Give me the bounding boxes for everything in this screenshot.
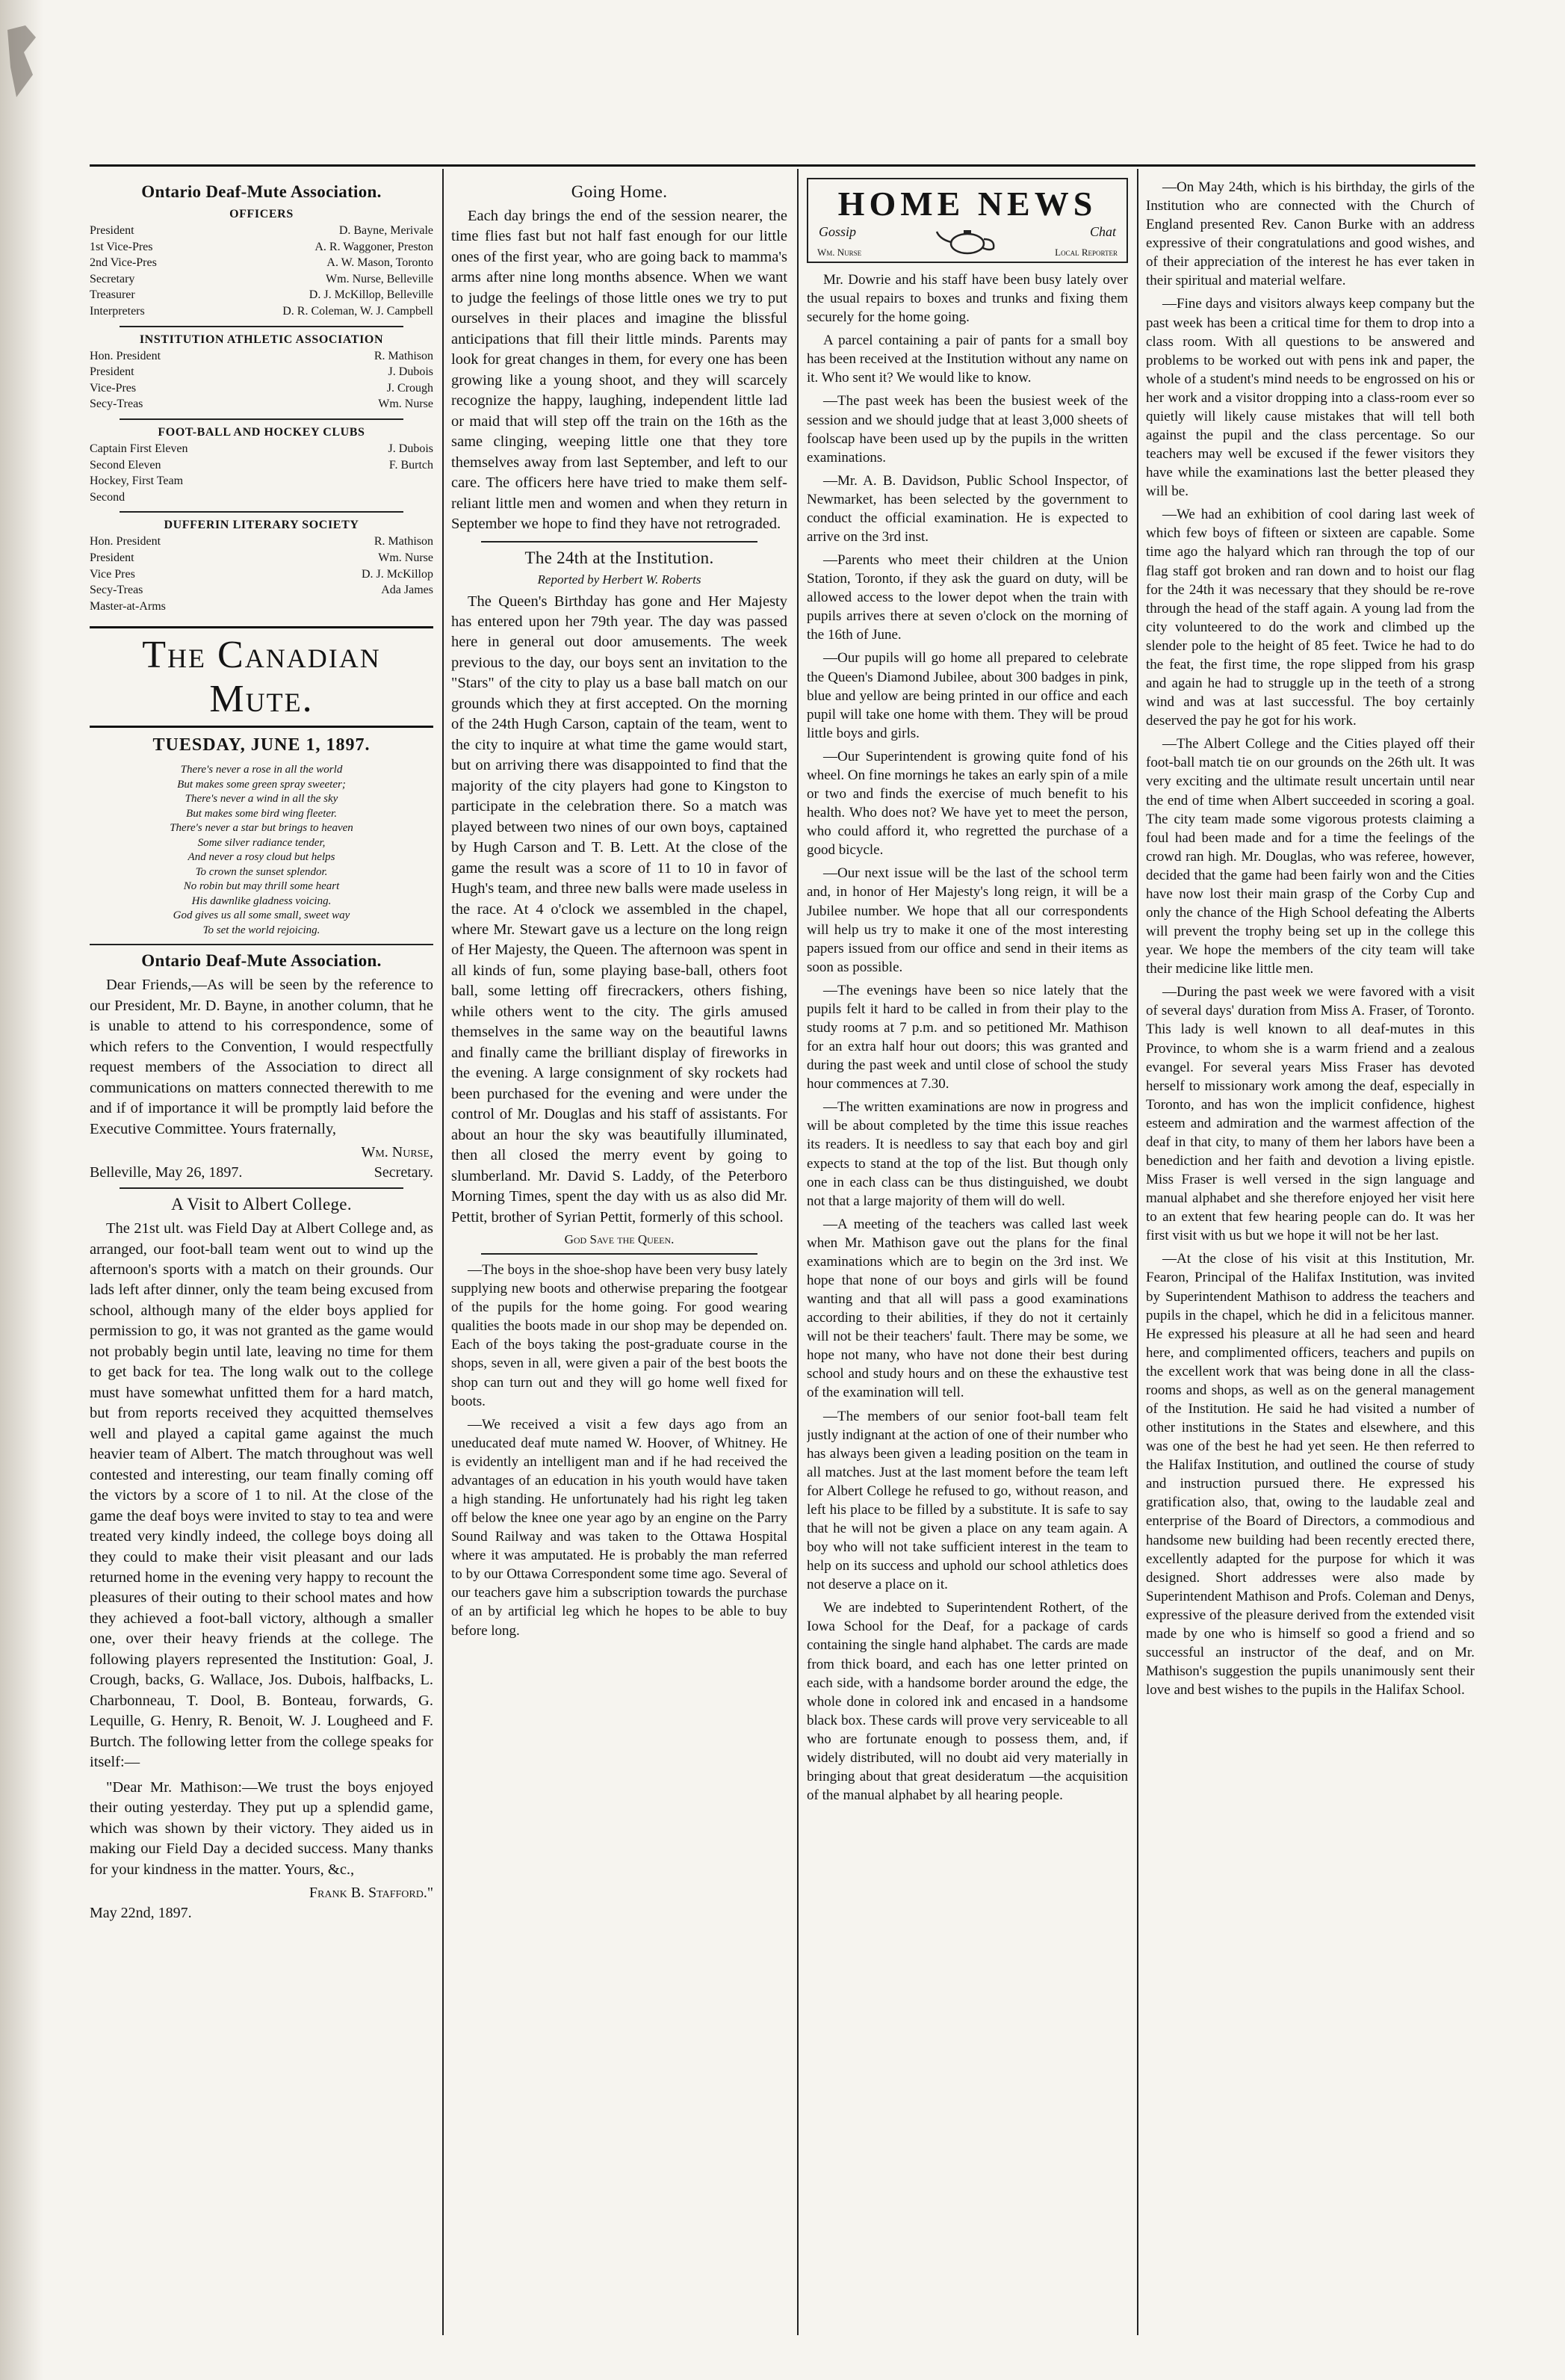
officer-name: J. Crough — [386, 381, 433, 395]
poem-line: There's never a star but brings to heaven — [170, 822, 353, 835]
officer-role: Captain First Eleven — [90, 442, 188, 455]
officer-role: Treasurer — [90, 288, 135, 302]
officer-role: President — [90, 224, 134, 237]
column-rule-2 — [797, 169, 799, 2335]
news-item: —The members of our senior foot-ball team felt justly indignant at the action of one of their number who has always been given a leading position on the team in all matches. Just at the last moment before the team left for Albert College he refused to go, without reason, and left his place to be filled by a substitute. It is safe to say that he will not be given a place on any team again. A boy who will not take sufficient interest in the team to help on its success and uphold our school athletics does not deserve a place on it. — [807, 1408, 1128, 1593]
masthead: The Canadian Mute. — [90, 626, 433, 728]
news-item: —Our Superintendent is growing quite fond of his wheel. On fine mornings he takes an early spin of a mile or two and finds the exercise of much benefit to his health. Who does not? We have yet to meet the person, who could afford it, who regretted the purchase of a good bicycle. — [807, 748, 1128, 859]
officer-role: Vice-Pres — [90, 381, 137, 395]
letter-signature: Wm. Nurse, — [361, 1144, 433, 1161]
column-4 — [1146, 178, 1475, 2350]
literary-heading: DUFFERIN LITERARY SOCIETY — [164, 519, 359, 532]
officer-row — [90, 271, 433, 288]
officers-heading: OFFICERS — [229, 208, 294, 220]
football-table — [90, 441, 433, 505]
news-item: —A meeting of the teachers was called last week when Mr. Mathison gave out the plans for the final examinations which are to begin on the 3rd inst. We hope that none of our boys and girls will be found wanting and that all will pass a good examinations according to their abilities, if they do not it certainly will not be their teachers' fault. There may be some, we hope not many, who have not done their best during school and study hours and on these the exhaustive test of the examination will tell. — [807, 1216, 1128, 1401]
reporter-label: Local Reporter — [1055, 247, 1118, 258]
officer-name: J. Dubois — [388, 365, 433, 379]
home-news-items — [807, 271, 1128, 1805]
home-news-logo — [807, 178, 1128, 263]
torn-corner-mark — [3, 22, 42, 112]
divider — [481, 541, 757, 543]
officer-row — [90, 582, 433, 599]
poem-line: And never a rosy cloud but helps — [188, 851, 335, 864]
officer-name: F. Burtch — [388, 458, 433, 472]
poem-line: God gives us all some small, sweet way — [173, 909, 350, 922]
gossip-label: Gossip — [819, 224, 857, 239]
news-item: —Our next issue will be the last of the school term and, in honor of Her Majesty's long reign, it will be a Jubilee number. We hope that all our correspondents will help us try to make it one of the most interesting papers issued from our office and send in their items as soon as possible. — [807, 865, 1128, 975]
shoe-shop-item: —The boys in the shoe-shop have been very busy lately supplying new boots and otherwise preparing the footgear of the pupils for the home going. For good wearing qualities the boots made in our shop may be depended on. Each of the boys taking the post-graduate course in the shops, seven in all, were given a pair of the best boots the shop can turn out and they will go home well fixed for boots. — [451, 1262, 787, 1409]
teapot-icon — [934, 226, 1001, 256]
officer-row — [90, 534, 433, 550]
divider — [90, 944, 433, 945]
news-item: —We had an exhibition of cool daring last week of which few boys of fifteen or sixteen are capable. Some time ago the halyard which ran through the top of our flag staff got broken and ran down and to hoist our flag for the 24th it was necessary that they should be re-rove through the head of the staff again. A young lad from the city volunteered to do the work and climbed up the slender pole to the height of 85 feet. Twice he had to do the feat, the first time, the rope slipped from his grasp and again he had to struggle up in the teeth of a strong wind and was at last successful. The boy certainly deserved the pay he got for his work. — [1146, 507, 1475, 729]
editor-label: Wm. Nurse — [817, 247, 862, 258]
divider — [120, 1187, 403, 1189]
officer-name: R. Mathison — [374, 349, 433, 362]
officer-role: President — [90, 551, 134, 564]
poem-line: Some silver radiance tender, — [197, 836, 326, 849]
news-item: —On May 24th, which is his birthday, the girls of the Institution who are connected with the Church of England presented Rev. Canon Burke with an address expressive of their congratulations and good wishes, and of their appreciation of the interest he has ever taken in their spiritual and material welfare. — [1146, 179, 1475, 289]
top-rule — [90, 164, 1475, 167]
officer-row — [90, 457, 433, 474]
day-byline: Reported by Herbert W. Roberts — [537, 572, 701, 587]
officer-name: J. Dubois — [388, 442, 433, 455]
officer-role: Hon. President — [90, 535, 161, 548]
news-item: —The evenings have been so nice lately that the pupils felt it hard to be called in from their play to the study rooms at 7 p.m. and so petitioned Mr. Mathison for an extra half hour out doors; this was granted and during the past week and until close of school the study hour commences at 7.30. — [807, 982, 1128, 1092]
poem-line: There's never a rose in all the world — [180, 764, 343, 776]
officer-role: Interpreters — [90, 304, 145, 318]
divider — [120, 418, 403, 420]
poem-line: No robin but may thrill some heart — [183, 880, 340, 893]
home-news-title: HOME NEWS — [837, 185, 1097, 223]
letter-heading: Ontario Deaf-Mute Association. — [141, 951, 382, 971]
going-home-heading: Going Home. — [571, 182, 668, 201]
day-body: The Queen's Birthday has gone and Her Majesty has entered upon her 79th year. The day was passed here in general out door amusements. The week previous to the day, our boys sent an invitation to the "Stars" of the city to play us a base ball match on our grounds which they at first accepted. On the morning of the 24th Hugh Carson, captain of the team, went to the city to inquire at what time the game would start, but on arriving there was disappointed to find that the majority of the city players had gone to Kingston to participate in the celebration there. So a match was played between two nines of our own boys, captained by Hugh Carson and T. B. Lett. At the close of the game the result was a score of 11 to 10 in favor of Hugh's team, and three new balls were made useless in the race. At 4 o'clock we assembled in the chapel, where Mr. Stewart gave us a lecture on the long reign of Her Majesty, the Queen. The afternoon was spent in all kinds of fun, some playing base-ball, others foot ball, some letting off firecrackers, others fishing, while others went to the city. The girls amused themselves in the same way on the beautiful lawns and finally came the brilliant display of fireworks in the evening. A large consignment of sky rockets had been purchased for the evening and were under the control of Mr. Douglas and his staff of assistants. For about an hour the sky was beautifully illuminated, then all closed the merry event by going to slumberland. Mr. David S. Laddy, of the Peterboro Morning Times, spent the day with us as also did Mr. Pettit, brother of Syrian Pettit, formerly of this school. — [451, 593, 787, 1225]
athletic-heading: INSTITUTION ATHLETIC ASSOCIATION — [139, 333, 384, 346]
poem-line: But makes some green spray sweeter; — [177, 778, 346, 791]
news-item: —Parents who meet their children at the Union Station, Toronto, if they ask the guard on duty, will be allowed access to the lower depot when the train with pupils arrives there at seven o'clock on the morning of the 16th of June. — [807, 552, 1128, 643]
athletic-table — [90, 348, 433, 412]
association-heading: Ontario Deaf-Mute Association. — [141, 182, 382, 201]
visit-paragraph: "Dear Mr. Mathison:—We trust the boys enjoyed their outing yesterday. They put up a splendid game, which was shown by their victory. They aided us in making our Field Day a decided success. Many thanks for your kindness in the matter. Yours, &c., — [90, 1778, 433, 1878]
page-edge-shadow — [0, 0, 43, 2380]
officer-row — [90, 473, 433, 489]
officer-row — [90, 287, 433, 303]
divider — [120, 326, 403, 327]
officer-name: A. R. Waggoner, Preston — [314, 240, 433, 253]
divider — [481, 1253, 757, 1255]
officer-role: 2nd Vice-Pres — [90, 256, 157, 270]
officer-role: Hon. President — [90, 349, 161, 362]
officer-role: Second Eleven — [90, 458, 161, 472]
officer-role: Hockey, First Team — [90, 475, 184, 488]
football-heading: FOOT-BALL AND HOCKEY CLUBS — [158, 425, 365, 439]
news-items — [1146, 178, 1475, 1699]
officer-role: Vice Pres — [90, 567, 135, 581]
officer-role: President — [90, 365, 134, 379]
officer-row — [90, 239, 433, 256]
letter-place: Belleville, May 26, 1897. — [90, 1164, 243, 1181]
letter-title: Secretary. — [374, 1164, 433, 1181]
officer-name: Wm. Nurse — [378, 551, 433, 564]
column-3 — [807, 178, 1128, 2350]
officer-row — [90, 380, 433, 397]
officer-role: 1st Vice-Pres — [90, 240, 153, 253]
news-item: Mr. Dowrie and his staff have been busy lately over the usual repairs to boxes and trunks and fixing them securely for the home going. — [807, 272, 1128, 326]
officer-name: D. Bayne, Merivale — [338, 224, 433, 237]
poem-line: There's never a wind in all the sky — [185, 793, 338, 806]
poem — [90, 763, 433, 938]
news-item: —At the close of his visit at this Institution, Mr. Fearon, Principal of the Halifax Institution, was invited by Superintendent Mathison to address the teachers and pupils in the chapel, which he did in a felicitous manner. He expressed his pleasure at all he had seen and heard here, and complimented officers, teachers and pupils on the excellent work that was being done in all the class-rooms and shops, as well as on the general management of the Institution. He said he had visited a number of other institutions in the States and elsewhere, and this was one of the best he had yet seen. He then referred to the Halifax Institution, and outlined the course of study and instruction pursued there. He expressed his gratification also, that, owing to the laudable zeal and enterprise of the Board of Directors, a commodious and handsome new building had been recently erected there, excellently adapted for the purpose for which it was designed. Short addresses were also made by Superintendent Mathison and Profs. Coleman and Denys, expressive of the pleasure derived from the extended visit made by one who is himself so good a friend and so successful an instructor of the deaf, and on Mr. Mathison's suggestion the pupils unanimously sent their love and best wishes to the pupils in the Halifax School. — [1146, 1251, 1475, 1699]
officer-row — [90, 255, 433, 271]
news-item: We are indebted to Superintendent Rothert, of the Iowa School for the Deaf, for a package of cards containing the single hand alphabet. The cards are made from thick board, and each has one letter printed on each side, with a handsome border around the edge, the whole done in colored ink and encased in a handsome black box. These cards will prove very serviceable to all who are fortunate enough to possess them, and, if widely distributed, will no doubt aid very materially in bringing about that great desideratum —the acquisition of the manual alphabet by all hearing people. — [807, 1600, 1128, 1804]
officer-name: D. J. McKillop, Belleville — [309, 288, 433, 302]
divider — [120, 511, 403, 513]
news-item: —The written examinations are now in progress and will be about completed by the time this issue reaches its readers. It is needless to say that each boy and girl expects to stand at the top of the list. But though only one in each class can be thus distinguished, we doubt not that a large majority of them will do well. — [807, 1099, 1128, 1209]
column-rule-3 — [1137, 169, 1138, 2335]
officer-name: D. J. McKillop — [362, 567, 433, 581]
news-item: —Our pupils will go home all prepared to celebrate the Queen's Diamond Jubilee, about 300 badges in pink, blue and yellow are being printed in our office and each pupil will take one home with them. They will be proud little boys and girls. — [807, 650, 1128, 741]
officer-row — [90, 441, 433, 457]
visit-date: May 22nd, 1897. — [90, 1905, 192, 1922]
poem-line: His dawnlike gladness voicing. — [191, 894, 332, 907]
officer-name: A. W. Mason, Toronto — [326, 256, 433, 270]
column-rule-1 — [442, 169, 444, 2335]
news-item: —The Albert College and the Cities played off their foot-ball match tie on our grounds on the 26th ult. It was very exciting and the ultimate result uncertain until near the end of time when Albert succeeded in scoring a goal. The city team made some vigorous protests claiming a foul had been made and for a time the feelings of the crowd ran high. Mr. Douglas, who was referee, however, decided that the game had been fairly won and the Cities have now lost their main grasp of the Corby Cup and only the chance of the High School defeating the Alberts will prevent the trophy being set up in the college this year. We hope the members of the city team will take their medicine like little men. — [1146, 736, 1475, 977]
officers-table — [90, 223, 433, 320]
visitor-item: —We received a visit a few days ago from an uneducated deaf mute named W. Hoover, of Whitney. He is evidently an intelligent man and if he had received the advantages of an education in his youth would have taken a high standing. He unfortunately had his right leg taken off below the knee one year ago by an engine on the Parry Sound Railway and was taken to the Ottawa Hospital where it was amputated. He is probably the man referred to by our Ottawa Correspondent some time ago. Several of our teachers gave him a subscription towards the purchase of an by artificial leg which he hopes to be able to buy before long. — [451, 1416, 787, 1639]
officer-role: Secy-Treas — [90, 584, 143, 597]
officer-role: Master-at-Arms — [90, 599, 166, 613]
column-1 — [90, 178, 433, 2350]
officer-name: Wm. Nurse — [378, 398, 433, 411]
officer-row — [90, 566, 433, 583]
officer-name: R. Mathison — [374, 535, 433, 548]
poem-line: But makes some bird wing fleeter. — [186, 807, 337, 820]
officer-role: Secy-Treas — [90, 398, 143, 411]
news-item: A parcel containing a pair of pants for a small boy has been received at the Institution without any name on it. Who sent it? We would like to know. — [807, 333, 1128, 386]
letter-footer — [90, 1164, 433, 1181]
officer-name: D. R. Coleman, W. J. Campbell — [282, 304, 433, 318]
officer-row — [90, 489, 433, 506]
poem-line: To crown the sunset splendor. — [195, 865, 328, 878]
chat-label: Chat — [1089, 224, 1116, 239]
officer-row — [90, 550, 433, 566]
letter-body: Dear Friends,—As will be seen by the reference to our President, Mr. D. Bayne, in another column, that he is unable to attend to his correspondence, some of which refers to the Convention, I would respectfully request members of the Association to direct all communications on matters connected therewith to me and if of importance it will be promptly laid before the Executive Committee. Yours fraternally, — [90, 977, 433, 1137]
officer-row — [90, 396, 433, 412]
god-save-the-queen: God Save the Queen. — [564, 1232, 675, 1247]
officer-row — [90, 348, 433, 365]
officer-row — [90, 599, 433, 615]
issue-date: TUESDAY, JUNE 1, 1897. — [152, 735, 371, 755]
going-home-body: Each day brings the end of the session nearer, the time flies fast but not half fast enough for our little ones of the first year, who are going back to mamma's arms after nine long months absence. When we want to judge the feelings of those little ones we try to put ourselves in their places and imagine the blissful anticipations that fill their little minds. Parents may look for great changes in them, for every one has been growing like a young shoot, and they will scarcely recognize the happy, laughing, independent little lad or maid that will step off the train on the 16th as the same clinging, weeping little one that they tore themselves away from last September, and left to our care. The officers here have tried to make them self-reliant little men and women and when they return in September we hope to find they have not retrograded. — [451, 208, 787, 533]
visit-paragraph: The 21st ult. was Field Day at Albert College and, as arranged, our foot-ball team went out to wind up the afternoon's sports with a match on their grounds. Our lads left after dinner, only the team being excused from school, although many of the elder boys applied for permission to go, it was not granted as the game would not probably begin until late, leaving no time for them to get back for tea. The long walk out to the college must have somewhat unfitted them for a hard match, but from reports received they acquitted themselves well and played a capital game against the much heavier team of Albert. The match throughout was well contested and interesting, our team finally coming off the victors by a score of 1 to nil. At the close of the game the deaf boys were invited to stay to tea and were treated very kindly indeed, the college boys doing all they could to make their visit pleasant and our lads returned home in the evening very happy to recount the pleasures of their outing to their school mates and how they achieved a foot-ball victory, although a smaller one, over their heavy friends at the college. The following players represented the Institution: Goal, J. Crough, backs, G. Wallace, Jos. Dubois, halfbacks, L. Charbonneau, T. Dool, B. Bonteau, forwards, G. Lequille, G. Henry, R. Benoit, W. J. Lougheed and F. Burtch. The following letter from the college speaks for itself:— — [90, 1220, 433, 1771]
officer-name: Wm. Nurse, Belleville — [326, 272, 433, 285]
officer-row — [90, 303, 433, 320]
news-item: —Fine days and visitors always keep company but the past week has been a critical time for them to drop into a class room. With all questions to be answered and problems to be worked out with pens ink and paper, the whole of a student's mind needs to be engrossed on his or her work and a visitor dropping into a class-room ever so quietly will likely cause mistakes that will tell both against the pupil and the class percentage. So our teachers may well be excused if the fewer visitors they have while the examinations last the better pleased they will be. — [1146, 296, 1475, 500]
day-heading: The 24th at the Institution. — [524, 548, 714, 567]
officer-name: Ada James — [381, 584, 433, 597]
officer-row — [90, 223, 433, 239]
news-item: —Mr. A. B. Davidson, Public School Inspector, of Newmarket, has been selected by the government to conduct the official examination. He is expected to arrive on the 3rd inst. — [807, 472, 1128, 545]
visit-heading: A Visit to Albert College. — [171, 1195, 352, 1214]
officer-role: Secretary — [90, 272, 135, 285]
column-2 — [451, 178, 787, 2350]
poem-line: To set the world rejoicing. — [202, 924, 320, 936]
visit-signature: Frank B. Stafford." — [309, 1885, 433, 1902]
news-item: —The past week has been the busiest week of the session and we should judge that at least 3,000 sheets of foolscap have been used up by the pupils in the written examinations. — [807, 393, 1128, 466]
officer-role: Second — [90, 490, 125, 504]
literary-table — [90, 534, 433, 614]
officer-row — [90, 364, 433, 380]
news-item: —During the past week we were favored with a visit of several days' duration from Miss A. Fraser, of Toronto. This lady is well known to all deaf-mutes in this Province, to whom she is a warm friend and a zealous evangel. For several years Miss Fraser has devoted herself to missionary work among the deaf, especially in Toronto, and has won the implicit confidence, highest esteem and admiration and the warmest affection of the deaf in that city, to many of them her labors have been a benediction and her faith and devotion a living epistle. Miss Fraser is well versed in the sign language and manual alphabet and she therefore enjoyed her visit here to an extent that few hearing people can do. It was her first visit with us but we hope it will not be her last. — [1146, 984, 1475, 1244]
